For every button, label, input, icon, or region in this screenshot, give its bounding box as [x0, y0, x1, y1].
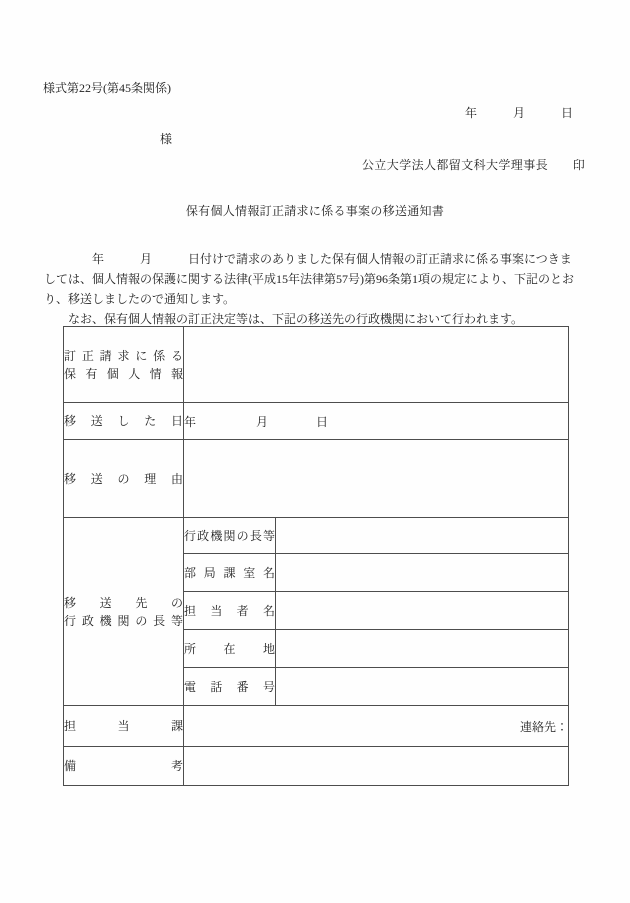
- label-destination: [64, 518, 184, 706]
- table-row-section: [64, 706, 569, 747]
- label-remarks: [64, 747, 184, 786]
- body-line: り、移送しましたので通知します。: [44, 292, 236, 306]
- sublabel-agency-head: [184, 518, 276, 554]
- label-destination-line1: 移送先の: [64, 595, 183, 610]
- sublabel-address: [184, 630, 276, 668]
- label-transfer-date: [64, 403, 184, 440]
- label-transfer-reason: [64, 440, 184, 518]
- field-transfer-date: 年 月 日: [184, 403, 569, 440]
- sublabel-contact-person-text: 担当者名: [184, 603, 275, 618]
- field-phone: [276, 668, 569, 706]
- field-transfer-reason: [184, 440, 569, 518]
- table-row-transfer-date: [64, 403, 569, 440]
- field-remarks: [184, 747, 569, 786]
- sublabel-department: [184, 554, 276, 592]
- sublabel-department-text: 部局課室名: [184, 565, 275, 580]
- document-title: 保有個人情報訂正請求に係る事案の移送通知書: [185, 204, 445, 218]
- table-row-transfer-reason: [64, 440, 569, 518]
- label-target-info-line2: 保有個人情報: [64, 366, 183, 381]
- label-target-info: [64, 327, 184, 403]
- field-department: [276, 554, 569, 592]
- sublabel-address-text: 所在地: [184, 641, 275, 656]
- field-section: [184, 706, 569, 747]
- field-address: [276, 630, 569, 668]
- body-paragraph: [44, 249, 604, 329]
- sublabel-phone: [184, 668, 276, 706]
- issue-date-line: 年 月 日: [465, 106, 574, 120]
- body-line: しては、個人情報の保護に関する法律(平成15年法律第57号)第96条第1項の規定により、下記のとお: [44, 272, 574, 286]
- table-row-destination-head: [64, 518, 569, 554]
- form-number: 様式第22号(第45条関係): [43, 81, 171, 95]
- issuer-name-and-seal: 公立大学法人都留文科大学理事長 印: [362, 158, 586, 172]
- field-contact-person: [276, 592, 569, 630]
- body-line: なお、保有個人情報の訂正決定等は、下記の移送先の行政機関において行われます。: [44, 312, 524, 326]
- label-remarks-text: 備考: [64, 759, 183, 773]
- field-agency-head: [276, 518, 569, 554]
- label-transfer-date-text: 移送した日: [64, 414, 183, 428]
- form-table: [63, 326, 569, 786]
- body-line: 年 月 日付けで請求のありました保有個人情報の訂正請求に係る事案につきま: [44, 252, 572, 266]
- sublabel-contact-person: [184, 592, 276, 630]
- sublabel-phone-text: 電話番号: [184, 679, 275, 694]
- label-section-text: 担当課: [64, 719, 183, 733]
- table-row-remarks: [64, 747, 569, 786]
- label-destination-line2: 行政機関の長等: [64, 613, 183, 628]
- label-transfer-reason-text: 移送の理由: [64, 471, 183, 486]
- table-row-target-info: [64, 327, 569, 403]
- sublabel-agency-head-text: 行政機関の長等: [184, 528, 275, 543]
- field-target-info: [184, 327, 569, 403]
- label-target-info-line1: 訂正請求に係る: [64, 348, 183, 363]
- label-section: [64, 706, 184, 747]
- contact-label: 連絡先：: [519, 719, 568, 734]
- addressee-suffix: 様: [160, 132, 173, 146]
